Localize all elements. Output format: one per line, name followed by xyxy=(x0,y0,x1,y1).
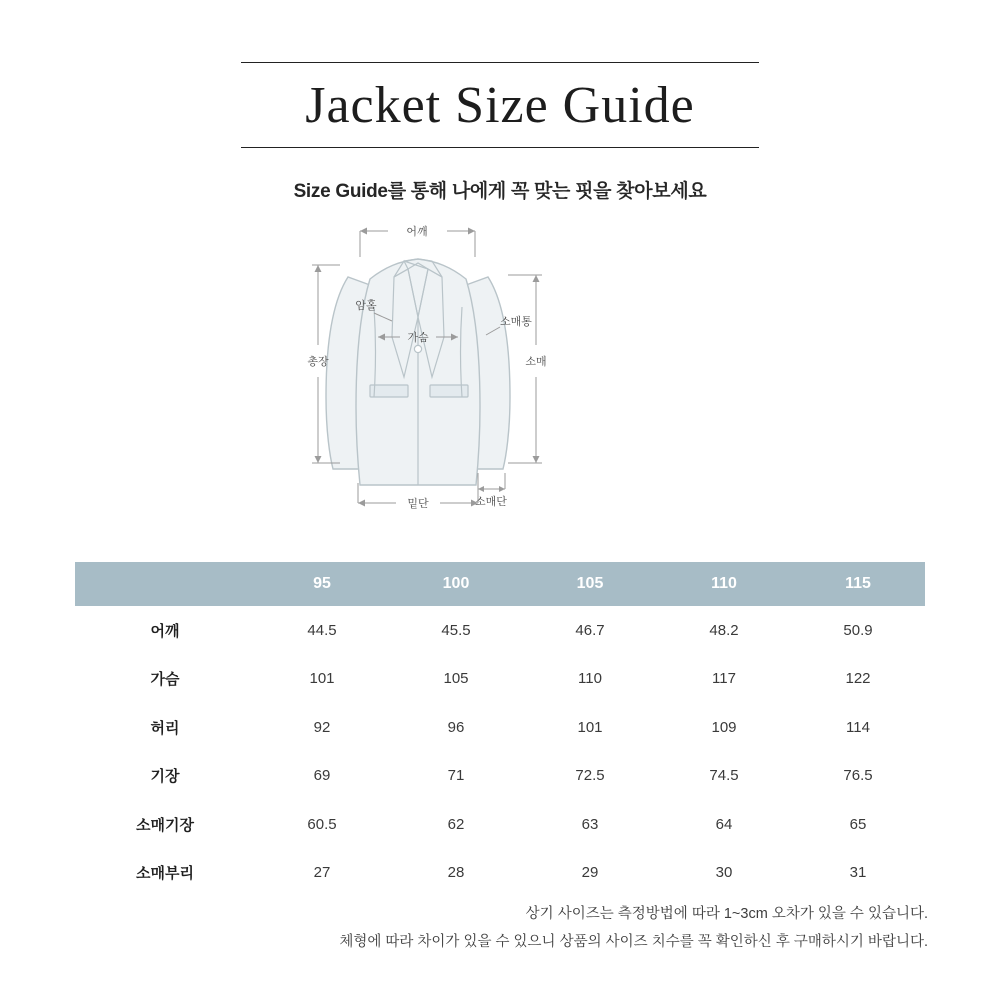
row-label-cuff: 소매부리 xyxy=(136,865,194,883)
cell-length-115: 76.5 xyxy=(843,767,873,785)
column-header-115: 115 xyxy=(791,562,925,606)
cell-waist-105: 101 xyxy=(577,718,603,736)
disclaimer-notes xyxy=(339,900,928,957)
cell-cuff-115: 31 xyxy=(849,864,867,882)
table-header-row xyxy=(75,562,925,606)
cell-chest-100: 105 xyxy=(443,670,469,688)
cell-waist-100: 96 xyxy=(447,718,465,736)
cell-length-100: 71 xyxy=(447,767,465,785)
label-cuff: 소매단 xyxy=(475,496,507,509)
dim-cuff xyxy=(478,473,505,492)
jacket-illustration xyxy=(0,217,1000,527)
title-rule-bottom xyxy=(241,147,759,148)
jacket-diagram-svg xyxy=(300,217,700,527)
row-label-waist: 허리 xyxy=(150,719,180,737)
cell-sleeve-length-100: 62 xyxy=(447,815,465,833)
cell-length-95: 69 xyxy=(313,767,331,785)
size-table-body xyxy=(75,606,925,897)
table-row xyxy=(75,849,925,898)
column-header-95: 95 xyxy=(255,562,389,606)
note-line-2: 체형에 따라 차이가 있을 수 있으니 상품의 사이즈 치수를 꼭 확인하신 후 구매하시기 바랍니다. xyxy=(339,934,928,951)
cell-shoulder-115: 50.9 xyxy=(843,621,873,639)
label-shoulder: 어깨 xyxy=(406,226,428,239)
cell-chest-115: 122 xyxy=(845,670,871,688)
table-row xyxy=(75,800,925,849)
cell-cuff-110: 30 xyxy=(715,864,733,882)
table-row xyxy=(75,752,925,801)
cell-cuff-105: 29 xyxy=(581,864,599,882)
cell-length-105: 72.5 xyxy=(575,767,605,785)
title-rule-top xyxy=(241,62,759,63)
cell-sleeve-length-105: 63 xyxy=(581,815,599,833)
title-block xyxy=(231,62,769,148)
cell-chest-95: 101 xyxy=(309,670,335,688)
cell-shoulder-100: 45.5 xyxy=(441,621,471,639)
page-header xyxy=(0,0,1000,203)
cell-length-110: 74.5 xyxy=(709,767,739,785)
label-chest: 가슴 xyxy=(407,332,429,345)
cell-sleeve-length-110: 64 xyxy=(715,815,733,833)
table-row xyxy=(75,655,925,704)
cell-cuff-100: 28 xyxy=(447,864,465,882)
jacket-body-shape xyxy=(326,259,510,485)
note-line-1: 상기 사이즈는 측정방법에 따라 1~3cm 오차가 있을 수 있습니다. xyxy=(525,906,928,922)
cell-chest-105: 110 xyxy=(578,670,602,688)
label-total-length: 총장 xyxy=(307,356,329,369)
size-table-head xyxy=(75,562,925,606)
column-header-110: 110 xyxy=(657,562,791,606)
row-label-shoulder: 어깨 xyxy=(150,622,180,640)
table-corner-cell xyxy=(75,562,255,606)
label-armhole: 암홀 xyxy=(355,300,377,313)
page-subtitle: Size Guide를 통해 나에게 꼭 맞는 핏을 찾아보세요 xyxy=(293,181,707,203)
cell-cuff-95: 27 xyxy=(313,864,331,882)
row-label-chest: 가슴 xyxy=(150,671,180,689)
table-row xyxy=(75,703,925,752)
column-header-105: 105 xyxy=(523,562,657,606)
cell-sleeve-length-95: 60.5 xyxy=(307,815,337,833)
cell-shoulder-110: 48.2 xyxy=(709,621,739,639)
cell-chest-110: 117 xyxy=(712,670,736,688)
label-hem: 밑단 xyxy=(407,498,429,511)
cell-waist-95: 92 xyxy=(313,718,331,736)
size-table xyxy=(75,562,925,897)
row-label-sleeve-length: 소매기장 xyxy=(136,816,194,834)
row-label-length: 기장 xyxy=(150,768,180,786)
cell-sleeve-length-115: 65 xyxy=(849,815,867,833)
column-header-100: 100 xyxy=(389,562,523,606)
cell-shoulder-95: 44.5 xyxy=(307,621,337,639)
dim-sleeve xyxy=(508,275,542,463)
label-sleeve: 소매 xyxy=(525,356,547,369)
cell-waist-115: 114 xyxy=(846,718,870,736)
cell-shoulder-105: 46.7 xyxy=(575,621,605,639)
cell-waist-110: 109 xyxy=(711,718,737,736)
label-sleeve-width: 소매통 xyxy=(500,316,532,329)
size-table-wrap xyxy=(75,562,925,897)
page-title: Jacket Size Guide xyxy=(305,77,695,134)
table-row xyxy=(75,606,925,655)
